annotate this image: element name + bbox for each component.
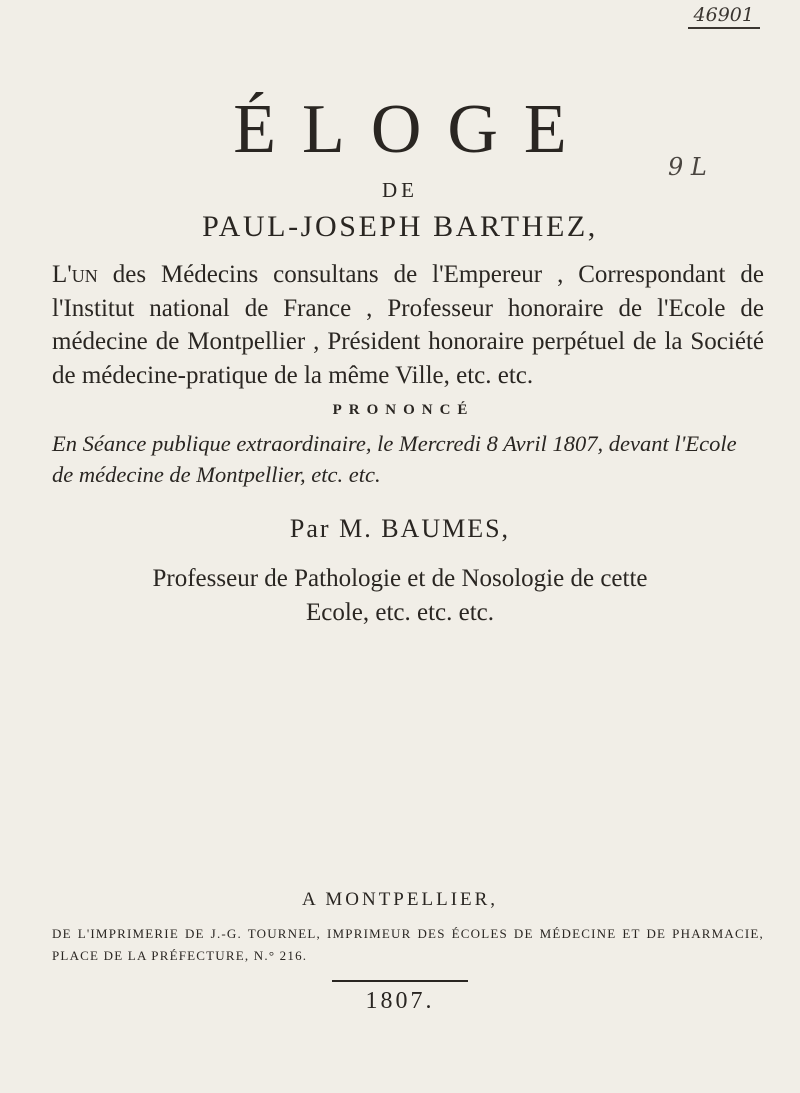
margin-note: 9 L xyxy=(668,153,707,181)
seance-details: En Séance publique extraordinaire, le Mercredi 8 Avril 1807, devant l'Ecole de médecine de Montpellier, etc. etc. xyxy=(52,431,737,487)
subject-titles-text: des Médecins consultans de l'Empereur , Correspondant de l'Institut national de France , Professeur honoraire de l'Ecole de médecine de Montpellier , Président honoraire perpétuel de la Société de médecine-pratique de la même Ville, etc. etc. xyxy=(52,261,764,389)
title-de: DE xyxy=(382,178,418,202)
shelfmark: 46901 xyxy=(688,4,760,29)
author-title-line2: Ecole, etc. etc. etc. xyxy=(305,599,495,626)
author-title xyxy=(0,562,800,630)
author-line: Par M. BAUMES, xyxy=(289,514,511,543)
prononce-heading: PRONONCÉ xyxy=(332,402,475,418)
title: ÉLOGE xyxy=(233,91,593,168)
imprint-rule xyxy=(332,980,468,982)
imprint-year: 1807. xyxy=(365,988,435,1014)
author-title-line1: Professeur de Pathologie et de Nosologie de cette xyxy=(152,565,648,592)
subject-titles-lead: L'un xyxy=(52,261,98,288)
imprint-printer: DE L'IMPRIMERIE DE J.-G. TOURNEL, IMPRIMEUR DES ÉCOLES DE MÉDECINE ET DE PHARMACIE, PLACE DE LA PRÉFECTURE, N.° 216. xyxy=(52,926,764,963)
subject-titles xyxy=(52,258,764,392)
subject-name: PAUL-JOSEPH BARTHEZ, xyxy=(202,210,598,243)
imprint-place: A MONTPELLIER, xyxy=(301,889,499,910)
